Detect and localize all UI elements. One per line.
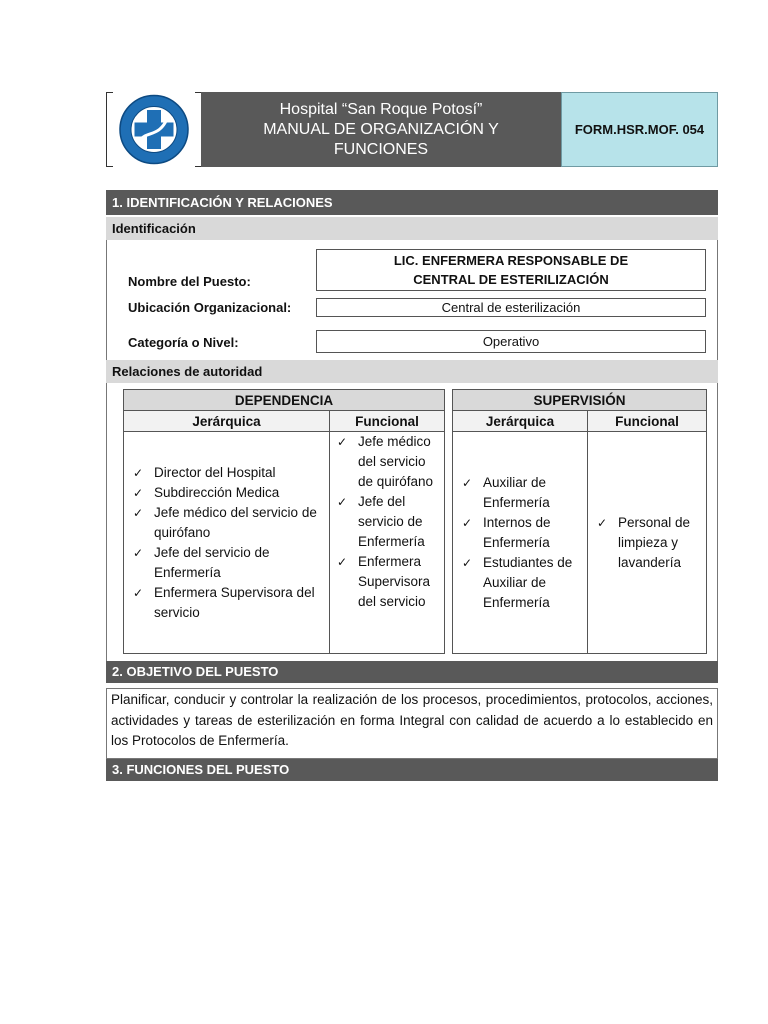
list-item: ✓ Jefe del servicio de Enfermería (334, 492, 442, 552)
dependencia-col-jerarquica: Jerárquica (124, 411, 330, 432)
list-item: ✓ Internos de Enfermería (459, 513, 583, 553)
title-line-2: MANUAL DE ORGANIZACIÓN Y (263, 120, 499, 138)
nombre-value-line-1: LIC. ENFERMERA RESPONSABLE DE (393, 253, 629, 268)
supervision-col-funcional: Funcional (588, 411, 707, 432)
objetivo-text: Planificar, conducir y controlar la realización de los procesos, procedimientos, protocolos, acciones, actividades y tareas de esterilización en forma Integral con calidad de acuerdo a lo establecido en los Protocolos de Enfermería. (106, 688, 718, 759)
relaciones-header: Relaciones de autoridad (106, 360, 718, 383)
nombre-value (316, 249, 706, 291)
title-line-3: FUNCIONES (333, 140, 429, 158)
dependencia-col-funcional: Funcional (330, 411, 445, 432)
nombre-value-line-2: CENTRAL DE ESTERILIZACIÓN (413, 272, 609, 287)
ubicacion-value: Central de esterilización (316, 298, 706, 317)
ubicacion-label: Ubicación Organizacional: (128, 300, 292, 315)
section-1-title: 1. IDENTIFICACIÓN Y RELACIONES (106, 190, 718, 215)
supervision-jerarquica-cell (453, 432, 588, 654)
list-item: ✓ Jefe médico del servicio de quirófano (130, 503, 325, 543)
section-3-title: 3. FUNCIONES DEL PUESTO (106, 759, 718, 781)
dependencia-table (123, 389, 445, 654)
list-item: ✓ Subdirección Medica (130, 483, 325, 503)
categoria-value: Operativo (316, 330, 706, 353)
list-item: ✓ Auxiliar de Enfermería (459, 473, 583, 513)
list-item: ✓ Estudiantes de Auxiliar de Enfermería (459, 553, 583, 613)
document-title (201, 92, 561, 167)
list-item: ✓ Personal de limpieza y lavandería (594, 513, 702, 573)
supervision-funcional-cell (588, 432, 707, 654)
supervision-col-jerarquica: Jerárquica (453, 411, 588, 432)
categoria-label: Categoría o Nivel: (128, 335, 239, 350)
supervision-table (452, 389, 707, 654)
dependencia-title: DEPENDENCIA (124, 390, 445, 411)
logo-frame (106, 92, 202, 167)
list-item: ✓ Enfermera Supervisora del servicio (334, 552, 442, 612)
title-line-1: Hospital “San Roque Potosí” (279, 100, 483, 118)
list-item: ✓ Director del Hospital (130, 463, 325, 483)
nombre-label: Nombre del Puesto: (128, 274, 251, 289)
list-item: ✓ Enfermera Supervisora del servicio (130, 583, 325, 623)
identificacion-header: Identificación (106, 217, 718, 240)
supervision-title: SUPERVISIÓN (453, 390, 707, 411)
list-item: ✓ Jefe del servicio de Enfermería (130, 543, 325, 583)
section-2-title: 2. OBJETIVO DEL PUESTO (106, 661, 718, 683)
dependencia-jerarquica-cell (124, 432, 330, 654)
list-item: ✓ Jefe médico del servicio de quirófano (334, 432, 442, 492)
hospital-logo (107, 93, 201, 166)
form-code: FORM.HSR.MOF. 054 (561, 92, 718, 167)
dependencia-funcional-cell (330, 432, 445, 654)
